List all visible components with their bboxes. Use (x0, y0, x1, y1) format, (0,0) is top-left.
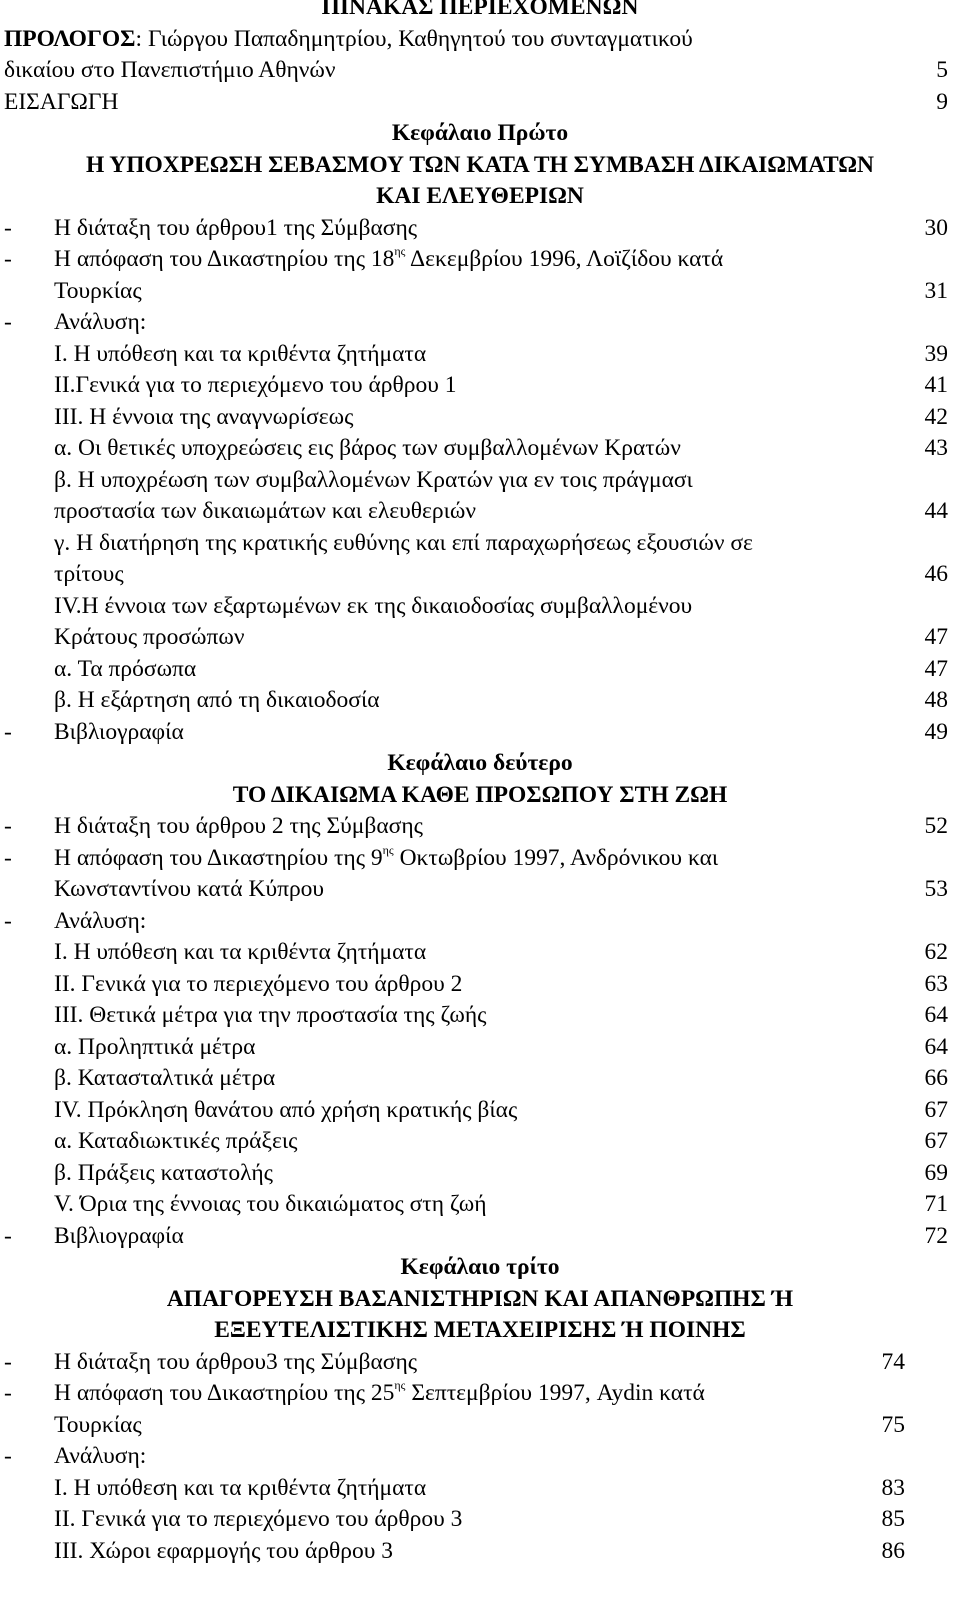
page-number: 66 (924, 1065, 948, 1091)
prologue-text: : Γιώργου Παπαδημητρίου, Καθηγητού του συνταγματικού (135, 25, 693, 52)
toc-entry (0, 969, 960, 1001)
toc-entry (0, 591, 960, 623)
toc-entry (0, 307, 960, 339)
entry-text: Η απόφαση του Δικαστηρίου της 18 (54, 246, 395, 272)
entry-text: ΙΙ.Γενικά για το περιεχόμενο του άρθρου 1 (54, 372, 457, 398)
chapter-title: ΑΠΑΓΟΡΕΥΣΗ ΒΑΣΑΝΙΣΤΗΡΙΩΝ ΚΑΙ ΑΠΑΝΘΡΩΠΗΣ Ή (166, 1285, 794, 1312)
page-number: 5 (936, 57, 948, 83)
toc-entry (0, 654, 960, 686)
bibliography-label: Βιβλιογραφία (54, 1222, 184, 1249)
analysis-label: Ανάλυση: (54, 309, 147, 335)
page-number: 63 (924, 970, 948, 997)
entry-text: ΙΙ. Γενικά για το περιεχόμενο του άρθρου 3 (54, 1506, 463, 1532)
page-number: 9 (936, 88, 948, 115)
page-number: 71 (924, 1191, 948, 1217)
entry-text: Δεκεμβρίου 1996, Λοϊζίδου κατά (405, 246, 724, 272)
chapter-heading: Κεφάλαιο δεύτερο (387, 750, 573, 776)
bullet-dash: - (4, 309, 12, 335)
toc-entry-cont (0, 1410, 960, 1442)
chapter-heading: Κεφάλαιο τρίτο (400, 1254, 560, 1280)
entry-text: ΙV. Πρόκληση θανάτου από χρήση κρατικής βίας (54, 1096, 518, 1123)
page-number: 85 (881, 1506, 905, 1532)
chapter-title: Η ΥΠΟΧΡΕΩΣΗ ΣΕΒΑΣΜΟΥ ΤΩΝ ΚΑΤΑ ΤΗ ΣΥΜΒΑΣΗ ΔΙΚΑΙΩΜΑΤΩΝ (85, 151, 875, 178)
bibliography-label: Βιβλιογραφία (54, 718, 184, 745)
toc-entry (0, 1221, 960, 1253)
bullet-dash: - (4, 813, 12, 839)
page-title: ΠΙΝΑΚΑΣ ΠΕΡΙΕΧΟΜΕΝΩΝ (321, 0, 639, 20)
bullet-dash: - (4, 1222, 12, 1249)
toc-entry (0, 1032, 960, 1064)
toc-entry (0, 811, 960, 843)
entry-text: β. Πράξεις καταστολής (54, 1159, 273, 1186)
toc-entry (0, 1504, 960, 1536)
prologue-entry-cont (0, 55, 960, 87)
bullet-dash: - (4, 907, 12, 934)
page-number: 67 (924, 1128, 948, 1154)
entry-text: Ι. Η υπόθεση και τα κριθέντα ζητήματα (54, 939, 427, 965)
page-number: 69 (924, 1159, 948, 1186)
bullet-dash: - (4, 214, 12, 241)
page-number: 52 (924, 813, 948, 839)
entry-text-cont: Τουρκίας (54, 277, 142, 304)
page-number: 67 (924, 1096, 948, 1123)
page-number: 75 (881, 1411, 905, 1438)
entry-text: β. Η υποχρέωση των συμβαλλομένων Κρατών για εν τοις πράγμασι (54, 466, 693, 493)
entry-text: ΙΙΙ. Θετικά μέτρα για την προστασία της ζωής (54, 1002, 487, 1028)
entry-text: Οκτωβρίου 1997, Ανδρόνικου και (393, 844, 719, 871)
page-number: 43 (924, 435, 948, 461)
toc-entry (0, 528, 960, 560)
chapter-title-cont: ΚΑΙ ΕΛΕΥΘΕΡΙΩΝ (376, 183, 584, 209)
bullet-dash: - (4, 718, 12, 745)
toc-entry (0, 1158, 960, 1190)
entry-text: ΙΙΙ. Η έννοια της αναγνωρίσεως (54, 403, 354, 430)
entry-text: α. Καταδιωκτικές πράξεις (54, 1128, 298, 1154)
toc-entry-cont (0, 496, 960, 528)
toc-entry (0, 433, 960, 465)
ordinal-suffix: ης (394, 1378, 406, 1392)
toc-entry (0, 717, 960, 749)
entry-text: β. Η εξάρτηση από τη δικαιοδοσία (54, 687, 380, 713)
page-number: 46 (924, 561, 948, 587)
entry-text: α. Οι θετικές υποχρεώσεις εις βάρος των συμβαλλομένων Κρατών (54, 435, 681, 461)
page-number: 42 (924, 403, 948, 430)
page-number: 72 (924, 1222, 948, 1249)
ordinal-suffix: ης (394, 244, 406, 258)
page-number: 41 (924, 372, 948, 398)
toc-entry (0, 1378, 960, 1410)
toc-entry (0, 1095, 960, 1127)
toc-entry (0, 1126, 960, 1158)
prologue-label: ΠΡΟΛΟΓΟΣ (4, 25, 136, 52)
page-number: 31 (924, 277, 948, 304)
page-number: 47 (924, 624, 948, 650)
toc-entry (0, 1189, 960, 1221)
page-number: 64 (924, 1002, 948, 1028)
page-number: 49 (924, 718, 948, 745)
toc-entry (0, 244, 960, 276)
entry-text: Η διάταξη του άρθρου1 της Σύμβασης (54, 214, 418, 241)
toc-entry-cont (0, 874, 960, 906)
page-number: 53 (924, 876, 948, 902)
bullet-dash: - (4, 1348, 12, 1375)
bullet-dash: - (4, 1380, 12, 1406)
entry-text-cont: Κράτους προσώπων (54, 624, 245, 650)
analysis-label: Ανάλυση: (54, 1443, 147, 1469)
chapter-heading: Κεφάλαιο Πρώτο (391, 120, 569, 146)
entry-text-cont: τρίτους (54, 561, 124, 587)
toc-entry (0, 1473, 960, 1505)
introduction-entry (0, 87, 960, 119)
page-number: 47 (924, 655, 948, 682)
entry-text-cont: Τουρκίας (54, 1411, 142, 1438)
entry-text: Σεπτεμβρίου 1997, Aydin κατά (405, 1380, 705, 1406)
toc-entry (0, 465, 960, 497)
entry-text-cont: Κωνσταντίνου κατά Κύπρου (54, 876, 325, 902)
page-number: 74 (881, 1348, 905, 1375)
entry-text: γ. Η διατήρηση της κρατικής ευθύνης και επί παραχωρήσεως εξουσιών σε (54, 529, 753, 556)
entry-text: Ι. Η υπόθεση και τα κριθέντα ζητήματα (54, 1474, 427, 1501)
entry-text: Η διάταξη του άρθρου3 της Σύμβασης (54, 1348, 418, 1375)
page-number: 39 (924, 340, 948, 367)
entry-text: Η απόφαση του Δικαστηρίου της 9 (54, 844, 383, 871)
toc-entry (0, 402, 960, 434)
entry-text: ΙΙ. Γενικά για το περιεχόμενο του άρθρου 2 (54, 970, 463, 997)
page-number: 83 (881, 1474, 905, 1501)
bullet-dash: - (4, 246, 12, 272)
entry-text: Η διάταξη του άρθρου 2 της Σύμβασης (54, 813, 423, 839)
entry-text: ΙV.Η έννοια των εξαρτωμένων εκ της δικαιοδοσίας συμβαλλομένου (54, 592, 693, 619)
bullet-dash: - (4, 1443, 12, 1469)
prologue-text-cont: δικαίου στο Πανεπιστήμιο Αθηνών (4, 57, 336, 83)
entry-text: ΙΙΙ. Χώροι εφαρμογής του άρθρου 3 (54, 1537, 393, 1564)
introduction-label: ΕΙΣΑΓΩΓΗ (4, 88, 119, 115)
page-number: 48 (924, 687, 948, 713)
page-number: 30 (924, 214, 948, 241)
entry-text-cont: προστασία των δικαιωμάτων και ελευθεριών (54, 498, 476, 524)
toc-entry (0, 1063, 960, 1095)
toc-entry-cont (0, 276, 960, 308)
chapter-title: ΤΟ ΔΙΚΑΙΩΜΑ ΚΑΘΕ ΠΡΟΣΩΠΟΥ ΣΤΗ ΖΩΗ (232, 781, 728, 808)
entry-text: α. Προληπτικά μέτρα (54, 1033, 256, 1060)
toc-entry (0, 685, 960, 717)
toc-entry (0, 213, 960, 245)
toc-entry (0, 1536, 960, 1568)
page-number: 44 (924, 498, 948, 524)
page-number: 86 (881, 1537, 905, 1564)
toc-entry-cont (0, 622, 960, 654)
ordinal-suffix: ης (382, 842, 394, 857)
prologue-entry (0, 24, 960, 56)
page-number: 64 (924, 1033, 948, 1060)
chapter-title-cont: ΕΞΕΥΤΕΛΙΣΤΙΚΗΣ ΜΕΤΑΧΕΙΡΙΣΗΣ Ή ΠΟΙΝΗΣ (214, 1317, 746, 1343)
entry-text: β. Κατασταλτικά μέτρα (54, 1065, 276, 1091)
toc-entry (0, 843, 960, 875)
toc-entry (0, 339, 960, 371)
entry-text: V. Όρια της έννοιας του δικαιώματος στη ζωή (54, 1191, 487, 1217)
toc-entry (0, 906, 960, 938)
toc-entry (0, 1441, 960, 1473)
entry-text: Ι. Η υπόθεση και τα κριθέντα ζητήματα (54, 340, 427, 367)
analysis-label: Ανάλυση: (54, 907, 147, 934)
toc-entry (0, 1347, 960, 1379)
toc-entry (0, 1000, 960, 1032)
entry-text: Η απόφαση του Δικαστηρίου της 25 (54, 1380, 395, 1406)
toc-entry (0, 370, 960, 402)
entry-text: α. Τα πρόσωπα (54, 655, 197, 682)
toc-entry (0, 937, 960, 969)
bullet-dash: - (4, 844, 12, 871)
toc-entry-cont (0, 559, 960, 591)
page-number: 62 (924, 939, 948, 965)
